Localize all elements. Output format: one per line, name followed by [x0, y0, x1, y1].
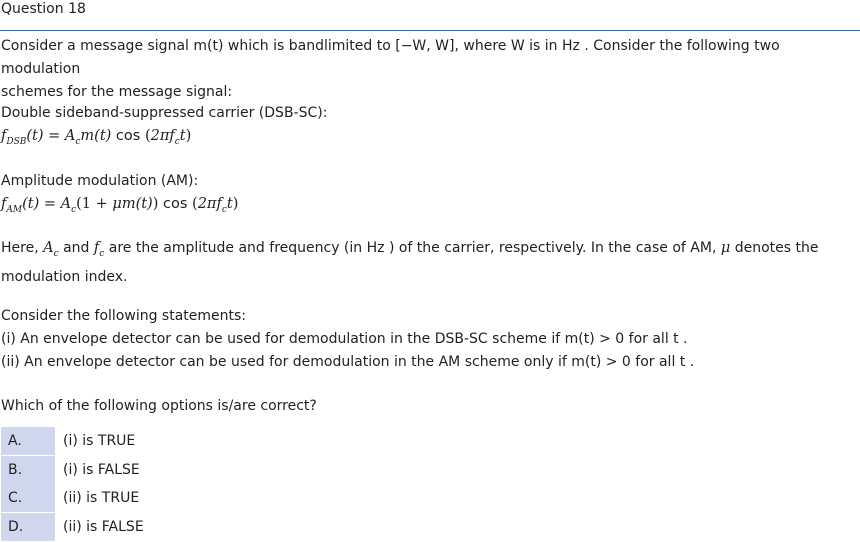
intro-text: which is bandlimited to	[223, 38, 396, 54]
am-equation: $f_{AM}(t) = A_c(1 + \mu m(t))$ $\cos (2\pi f_ct)$	[1, 196, 239, 215]
option-text[interactable]: (i) is FALSE	[63, 462, 140, 478]
desc-text: modulation index.	[1, 268, 128, 285]
question-intro	[1, 35, 859, 104]
desc-text: are the amplitude and frequency (in	[104, 240, 367, 256]
option-a[interactable]	[1, 427, 859, 455]
bandwidth-symbol: W	[510, 38, 525, 54]
dsb-heading: Double sideband-suppressed carrier (DSB-SC):	[1, 105, 328, 121]
statement-condition: m(t) > 0	[564, 331, 625, 347]
question-title: Question 18	[1, 1, 86, 17]
statement-2	[1, 354, 694, 370]
statement-text: .	[685, 354, 695, 370]
unit-hz: Hz	[366, 240, 385, 256]
option-text[interactable]: (ii) is FALSE	[63, 519, 144, 535]
desc-text: denotes the	[730, 240, 819, 256]
statement-text: for all	[630, 354, 680, 370]
option-letter[interactable]: A.	[1, 427, 55, 455]
carrier-frequency-symbol: $f_c$	[93, 240, 105, 259]
statements-heading: Consider the following statements:	[1, 308, 247, 324]
am-heading: Amplitude modulation (AM):	[1, 173, 199, 189]
unit-hz: Hz	[561, 38, 580, 54]
statement-text: (ii) An envelope detector can be used for demodulation in the AM scheme only if	[1, 354, 572, 370]
intro-text: . Consider the following two modulation	[1, 38, 780, 77]
time-variable: t	[673, 331, 679, 347]
desc-text: and	[58, 240, 94, 256]
intro-text: is in	[524, 38, 562, 54]
question-prompt: Which of the following options is/are correct?	[1, 398, 317, 414]
bandwidth-interval: [−W, W]	[395, 38, 455, 54]
carrier-amplitude-symbol: $A_c$	[43, 240, 59, 259]
option-text[interactable]: (ii) is TRUE	[63, 490, 140, 506]
carrier-description	[1, 237, 859, 289]
option-d[interactable]	[1, 513, 859, 541]
option-text[interactable]: (i) is TRUE	[63, 433, 136, 449]
intro-text: schemes for the message signal:	[1, 84, 233, 100]
message-signal: m(t)	[193, 38, 224, 54]
statement-text: (i) An envelope detector can be used for demodulation in the DSB-SC scheme if	[1, 331, 565, 347]
question-header	[0, 0, 860, 31]
intro-text: , where	[454, 38, 511, 54]
statement-1	[1, 331, 688, 347]
statements-block	[1, 305, 859, 374]
option-letter[interactable]: D.	[1, 513, 55, 541]
time-variable: t	[679, 354, 686, 370]
statement-condition: m(t) > 0	[571, 354, 631, 370]
desc-text: Here,	[1, 240, 44, 256]
option-letter[interactable]: B.	[1, 456, 55, 484]
intro-text: Consider a message signal	[1, 38, 194, 54]
option-b[interactable]	[1, 456, 859, 484]
option-c[interactable]	[1, 484, 859, 512]
dsb-equation: $f_{DSB}(t) = A_cm(t)$ $\cos (2\pi f_ct)$	[1, 128, 192, 147]
modulation-index-symbol: μ	[720, 240, 731, 256]
statement-text: for all	[624, 331, 674, 347]
desc-text: ) of the carrier, respectively. In the case of AM,	[384, 240, 721, 256]
option-letter[interactable]: C.	[1, 484, 55, 512]
statement-text: .	[678, 331, 688, 347]
